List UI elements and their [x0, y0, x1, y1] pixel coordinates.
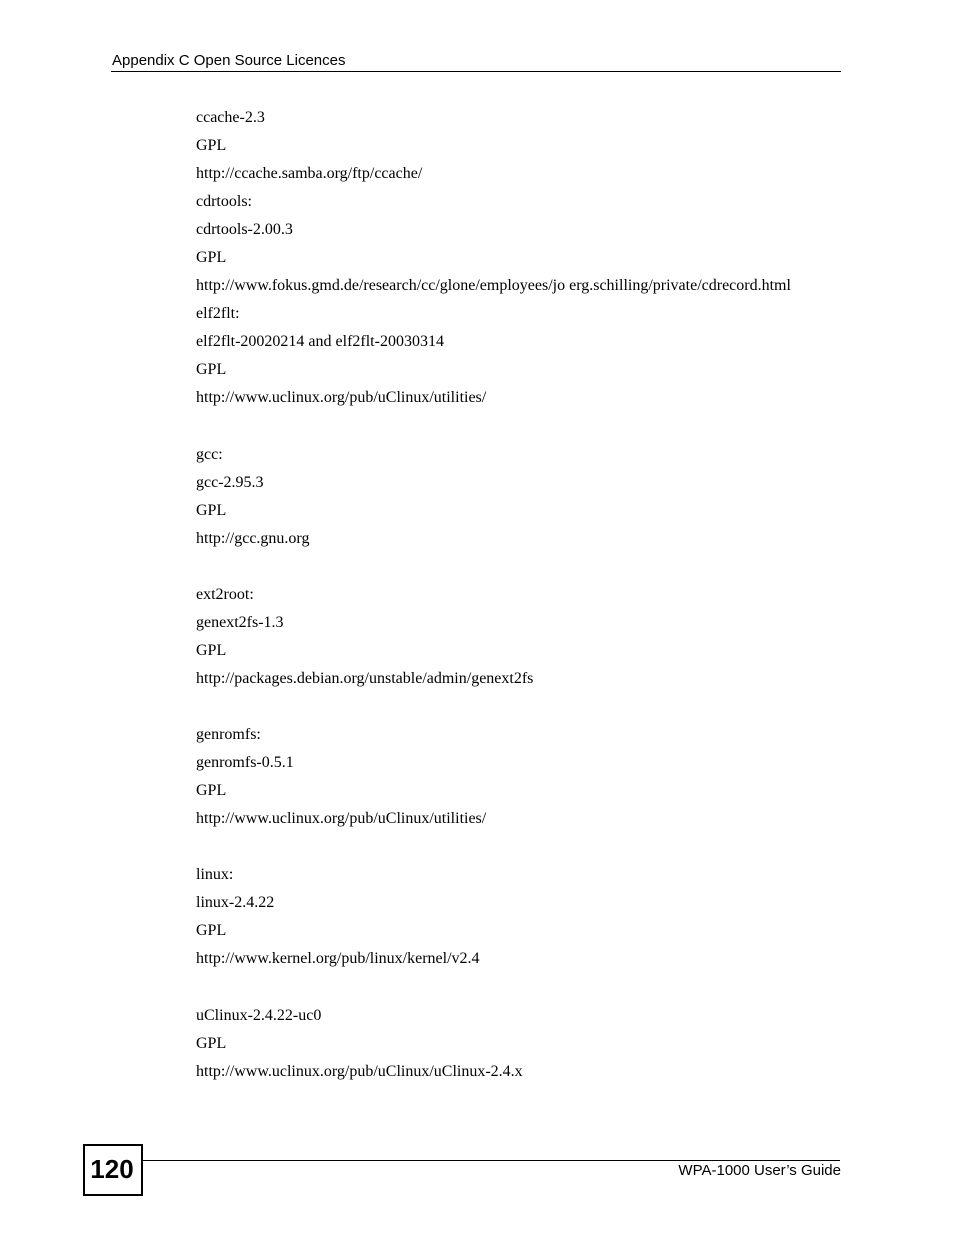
license-line: GPL	[196, 137, 227, 155]
license-line: elf2flt-20020214 and elf2flt-20030314	[196, 333, 444, 351]
license-line: ext2root:	[196, 585, 254, 603]
license-line: cdrtools-2.00.3	[196, 221, 293, 239]
blank-line	[196, 973, 791, 1001]
license-line: linux-2.4.22	[196, 894, 275, 912]
blank-line	[196, 553, 791, 581]
license-line: http://www.fokus.gmd.de/research/cc/glone/employees/jo erg.schilling/private/cdrecord.html	[196, 277, 791, 295]
license-line: GPL	[196, 501, 227, 519]
blank-line	[196, 833, 791, 861]
license-line: http://www.kernel.org/pub/linux/kernel/v2.4	[196, 950, 480, 968]
license-line: genext2fs-1.3	[196, 613, 284, 631]
blank-line	[196, 413, 791, 441]
header-divider	[111, 71, 841, 72]
guide-title: WPA-1000 User’s Guide	[678, 1162, 841, 1179]
license-line: gcc:	[196, 445, 223, 463]
license-line: linux:	[196, 866, 234, 884]
license-line: ccache-2.3	[196, 109, 265, 126]
license-line: http://www.uclinux.org/pub/uClinux/utilities/	[196, 810, 487, 828]
license-line: gcc-2.95.3	[196, 473, 264, 491]
license-line: GPL	[196, 249, 227, 267]
running-header: Appendix C Open Source Licences	[112, 52, 346, 69]
license-line: genromfs-0.5.1	[196, 754, 294, 772]
license-list	[196, 104, 791, 1086]
license-line: uClinux-2.4.22-uc0	[196, 1006, 322, 1024]
blank-line	[196, 693, 791, 721]
license-line: http://www.uclinux.org/pub/uClinux/uClinux-2.4.x	[196, 1062, 523, 1080]
license-line: GPL	[196, 1034, 227, 1052]
license-line: http://ccache.samba.org/ftp/ccache/	[196, 165, 423, 183]
license-line: genromfs:	[196, 726, 261, 744]
license-line: GPL	[196, 641, 227, 659]
license-line: cdrtools:	[196, 193, 252, 211]
license-line: elf2flt:	[196, 305, 240, 323]
page-number: 120	[90, 1154, 134, 1184]
license-line: http://packages.debian.org/unstable/admin/genext2fs	[196, 669, 534, 687]
license-line: GPL	[196, 922, 227, 940]
license-line: GPL	[196, 361, 227, 379]
license-line: http://gcc.gnu.org	[196, 529, 310, 547]
license-line: http://www.uclinux.org/pub/uClinux/utilities/	[196, 389, 487, 407]
license-line: GPL	[196, 782, 227, 800]
